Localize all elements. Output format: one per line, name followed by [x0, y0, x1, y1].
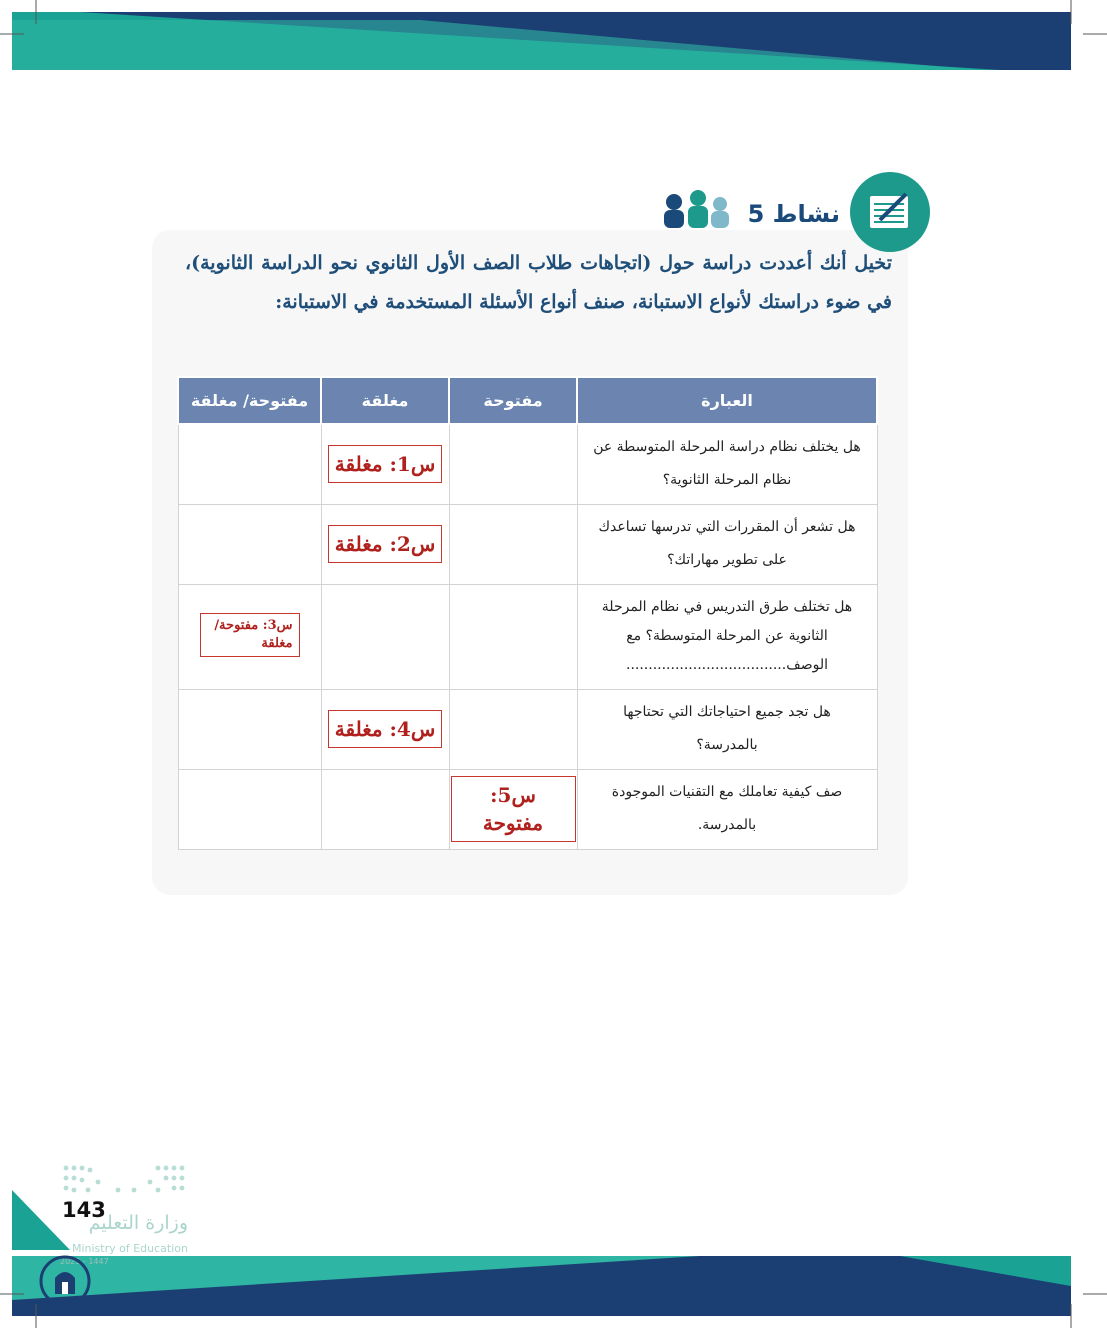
- table-row: [178, 689, 877, 769]
- closed-cell: [321, 424, 449, 504]
- table-row: [178, 424, 877, 504]
- header-open-closed: مفتوحة/ مغلقة: [178, 377, 321, 424]
- answer-box: س3: مفتوحة/ مغلقة: [200, 613, 300, 657]
- open-cell: [449, 424, 577, 504]
- closed-cell: [321, 504, 449, 584]
- answer-box: س5: مفتوحة: [451, 776, 576, 842]
- mixed-cell: [178, 689, 321, 769]
- table-row: [178, 769, 877, 849]
- header-closed: مغلقة: [321, 377, 449, 424]
- ministry-dots-icon: [58, 1160, 190, 1200]
- page-number: 143: [62, 1198, 106, 1222]
- mixed-cell: [178, 769, 321, 849]
- school-emblem-icon: [38, 1254, 92, 1308]
- closed-cell: [321, 584, 449, 689]
- answer-box: س2: مغلقة: [328, 525, 443, 563]
- header-statement: العبارة: [577, 377, 877, 424]
- closed-cell: [321, 689, 449, 769]
- people-group-icon: [660, 188, 736, 232]
- statement-cell: هل تشعر أن المقررات التي تدرسها تساعدك على تطوير مهاراتك؟: [577, 504, 877, 584]
- top-decorative-band: [0, 0, 1107, 80]
- open-cell: [449, 769, 577, 849]
- activity-title: نشاط 5: [747, 200, 840, 228]
- statement-cell: هل تختلف طرق التدريس في نظام المرحلة الثانوية عن المرحلة المتوسطة؟ مع الوصف....................................: [577, 584, 877, 689]
- edition-year: 2025 - 1447: [60, 1257, 109, 1266]
- closed-cell: [321, 769, 449, 849]
- open-cell: [449, 689, 577, 769]
- mixed-cell: [178, 584, 321, 689]
- table-row: [178, 584, 877, 689]
- answer-box: س1: مغلقة: [328, 445, 443, 483]
- mixed-cell: [178, 504, 321, 584]
- statement-cell: هل يختلف نظام دراسة المرحلة المتوسطة عن نظام المرحلة الثانوية؟: [577, 424, 877, 504]
- ministry-name: وزارة التعليم: [88, 1212, 188, 1234]
- header-open: مفتوحة: [449, 377, 577, 424]
- statement-cell: صف كيفية تعاملك مع التقنيات الموجودة بالمدرسة.: [577, 769, 877, 849]
- ministry-subtext: Ministry of Education: [71, 1242, 188, 1255]
- table-header-row: [178, 377, 877, 424]
- answer-box: س4: مغلقة: [328, 710, 443, 748]
- table-row: [178, 504, 877, 584]
- notebook-pencil-icon: [850, 172, 930, 252]
- questionnaire-table: [177, 376, 878, 850]
- statement-cell: هل تجد جميع احتياجاتك التي تحتاجها بالمدرسة؟: [577, 689, 877, 769]
- activity-prompt: تخيل أنك أعددت دراسة حول (اتجاهات طلاب الصف الأول الثانوي نحو الدراسة الثانوية)، في ضوء دراستك لأنواع الاستبانة، صنف أنواع الأسئلة المستخدمة في الاستبانة:: [185, 252, 892, 313]
- open-cell: [449, 584, 577, 689]
- open-cell: [449, 504, 577, 584]
- mixed-cell: [178, 424, 321, 504]
